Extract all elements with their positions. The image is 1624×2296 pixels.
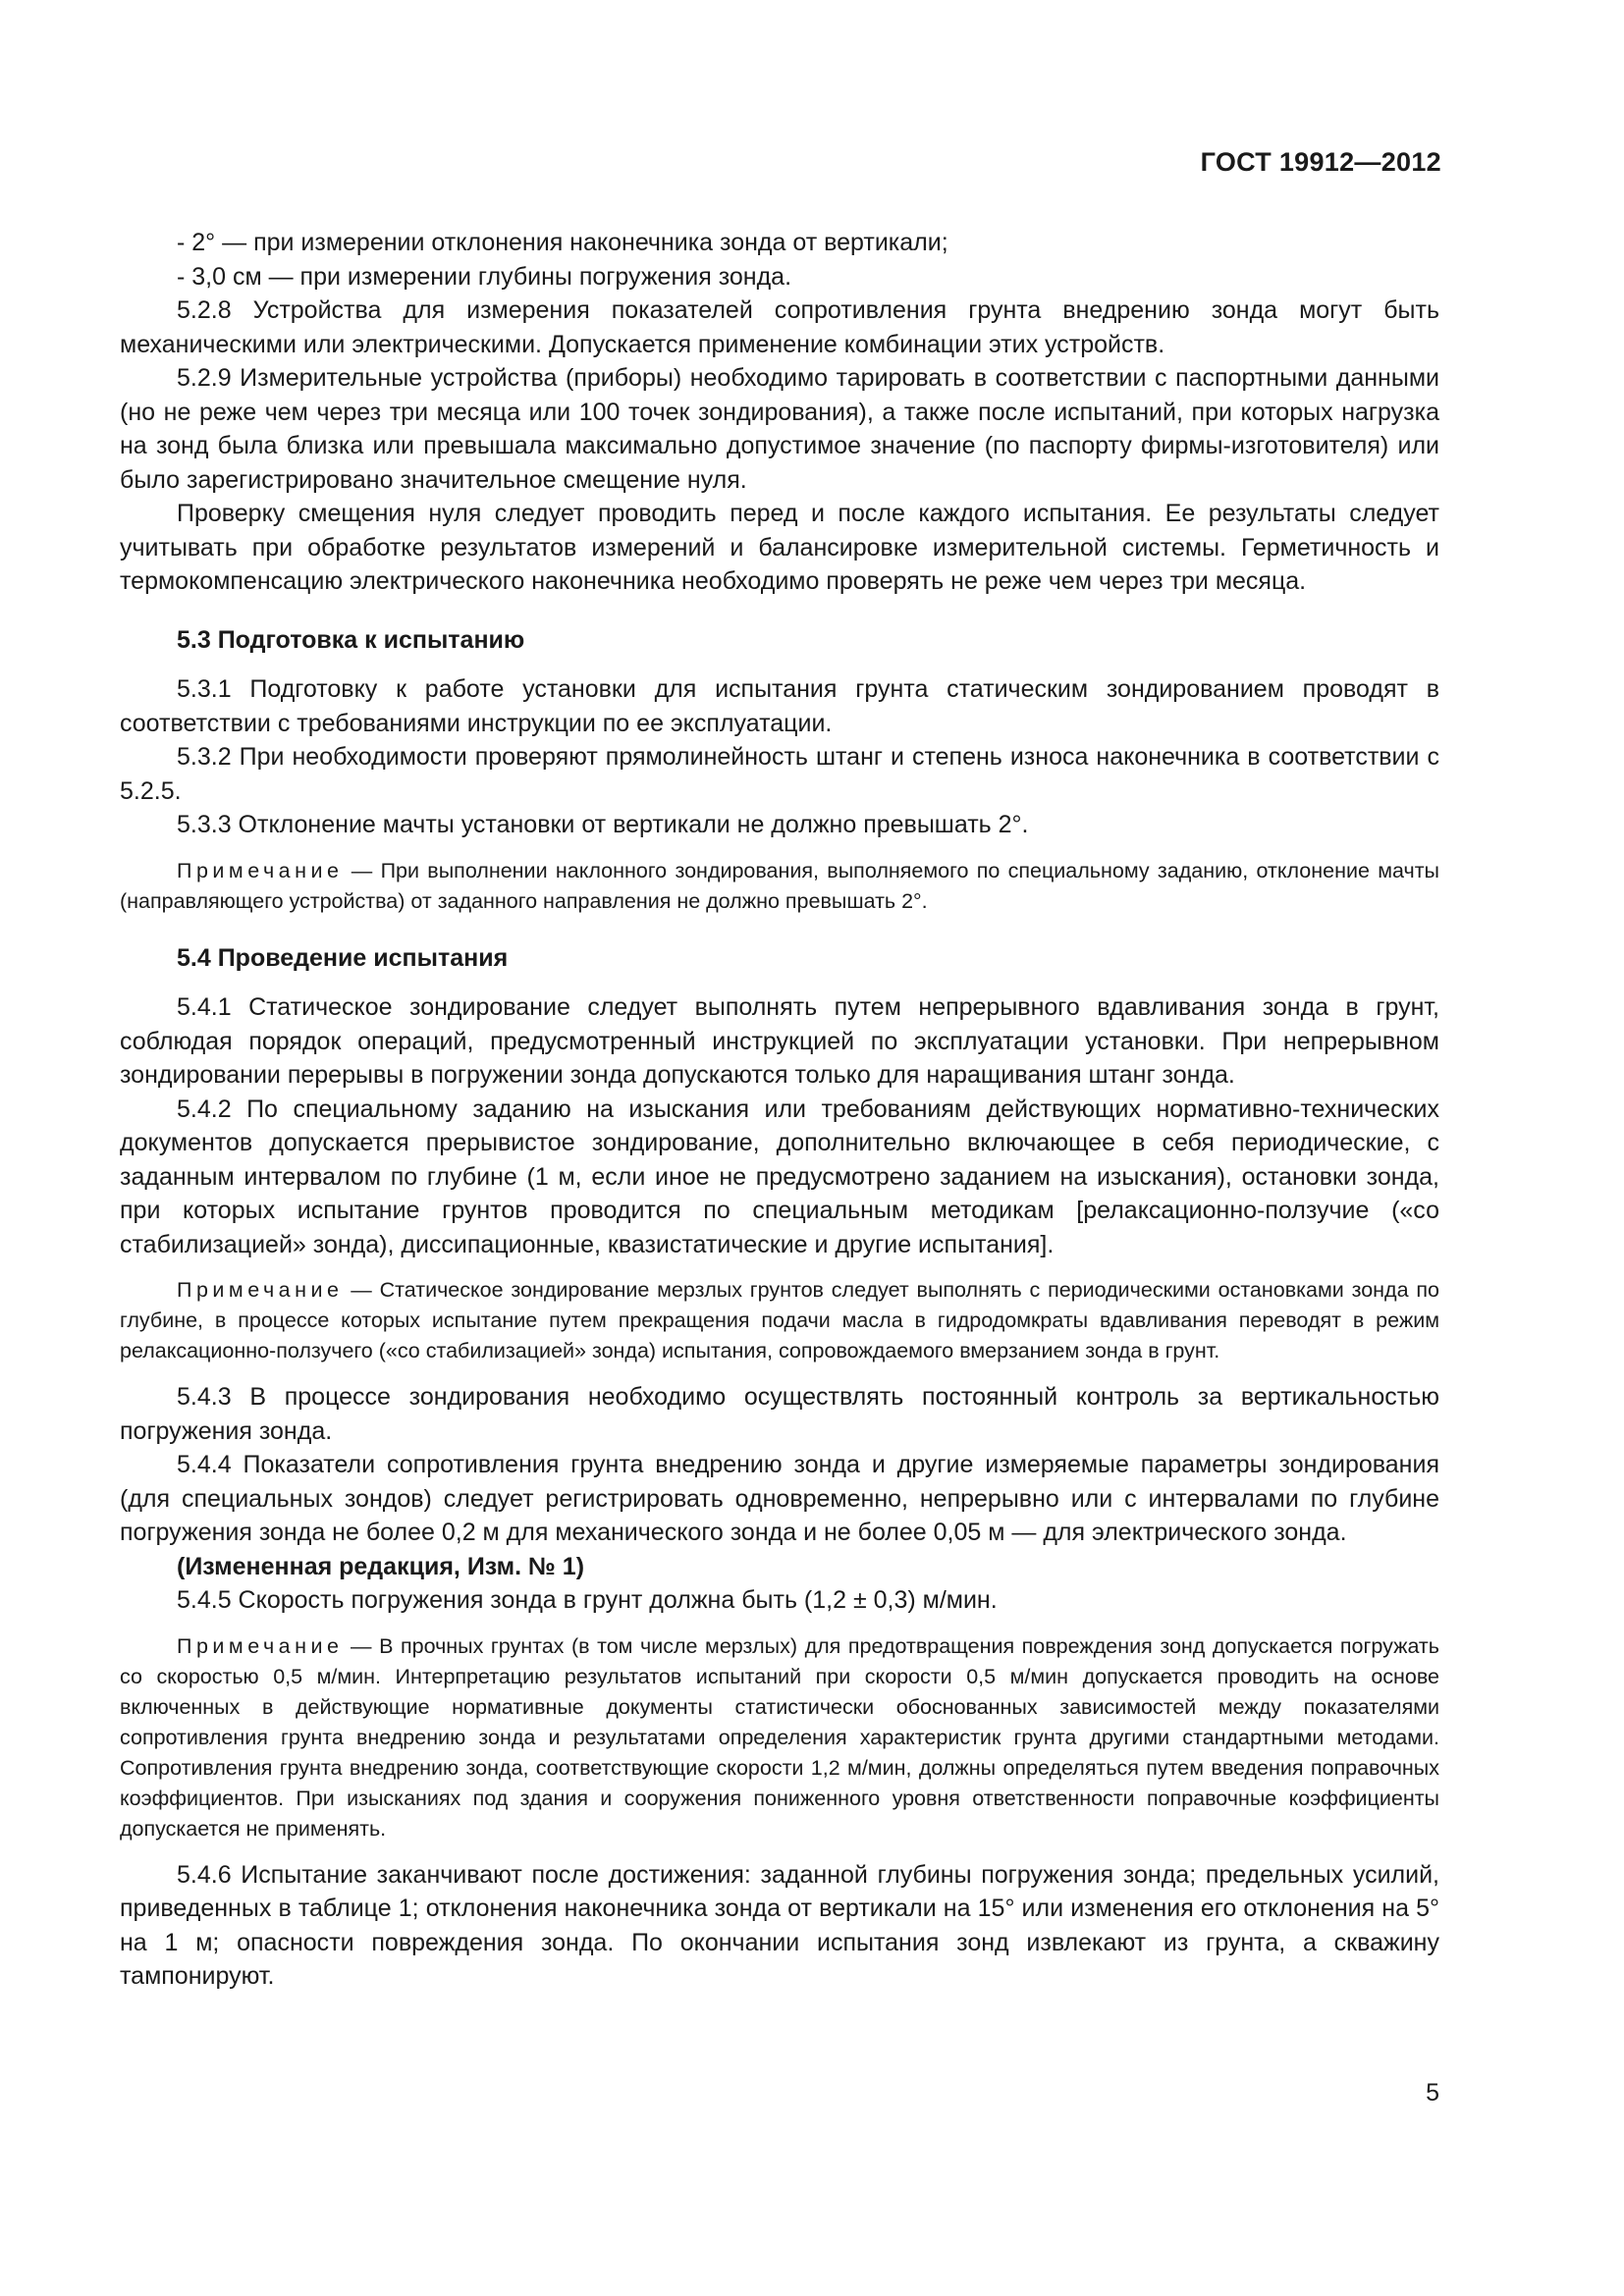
note-label: Примечание [177,1633,344,1658]
section-heading-5-3: 5.3 Подготовка к испытанию [177,625,525,654]
clause-5-4-3: 5.4.3 В процессе зондирования необходимо осуществлять постоянный контроль за вертикальностью погружения зонда. [120,1383,1439,1445]
amendment-note: (Измененная редакция, Изм. № 1) [177,1552,585,1580]
clause-5-2-8: 5.2.8 Устройства для измерения показателей сопротивления грунта внедрению зонда могут быть механическими или электрическими. Допускается применение комбинации этих устройств. [120,296,1439,358]
clause-5-2-9: 5.2.9 Измерительные устройства (приборы) необходимо тарировать в соответствии с паспортными данными (но не реже чем через три месяца или 100 точек зондирования), а также после испытаний, при которых нагрузка на зонд была близка или превышала максимально допустимое значение (по паспорту фирмы-изготовителя) или было зарегистрировано значительное смещение нуля. [120,364,1439,494]
list-item: - 2° — при измерении отклонения наконечника зонда от вертикали; [177,229,948,256]
note-text: — В прочных грунтах (в том числе мерзлых) для предотвращения повреждения зонд допускается погружать со скоростью 0,5 м/мин. Интерпретацию результатов испытаний при скорости 0,5 м/мин допускается проводить на основе включенных в действующие нормативные документы статистически обоснованных зависимостей между показателями сопротивления грунта внедрению зонда и результатами определения характеристик грунта другими стандартными методами. Сопротивления грунта внедрению зонда, соответствующие скорости 1,2 м/мин, должны определяться путем введения поправочных коэффициентов. При изысканиях под здания и сооружения пониженного уровня ответственности поправочные коэффициенты допускается не применять. [120,1633,1439,1841]
section-heading-5-4: 5.4 Проведение испытания [177,943,509,972]
note-label: Примечание [177,858,344,882]
note-3 [120,1631,1439,1844]
note-text: — Статическое зондирование мерзлых грунтов следует выполнять с периодическими остановками зонда по глубине, в процессе которых испытание путем прекращения подачи масла в гидродомкраты вдавливания переводят в режим релаксационно-ползучего («со стабилизацией» зонда) испытания, сопровождаемого вмерзанием зонда в грунт. [120,1278,1439,1362]
clause-5-4-1: 5.4.1 Статическое зондирование следует выполнять путем непрерывного вдавливания зонда в грунт, соблюдая порядок операций, предусмотренный инструкцией по эксплуатации установки. При непрерывном зондировании перерывы в погружении зонда допускаются только для наращивания штанг зонда. [120,993,1439,1089]
clause-5-4-2: 5.4.2 По специальному заданию на изыскания или требованиям действующих нормативно-технических документов допускается прерывистое зондирование, дополнительно включающее в себя периодические, с заданным интервалом по глубине (1 м, если иное не предусмотрено заданием на изыскания), остановки зонда, при которых испытание грунтов проводится по специальным методикам [релаксационно-ползучие («со стабилизацией» зонда), диссипационные, квазистатические и другие испытания]. [120,1095,1439,1258]
clause-5-3-1: 5.3.1 Подготовку к работе установки для испытания грунта статическим зондированием проводят в соответствии с требованиями инструкции по ее эксплуатации. [120,675,1439,737]
page-number: 5 [1426,2079,1439,2107]
note-label: Примечание [177,1278,344,1302]
note-1 [120,856,1439,917]
clause-5-4-6: 5.4.6 Испытание заканчивают после достижения: заданной глубины погружения зонда; предельных усилий, приведенных в таблице 1; отклонения наконечника зонда от вертикали на 15° или изменения его отклонения на 5° на 1 м; опасности повреждения зонда. По окончании испытания зонд извлекают из грунта, а скважину тампонируют. [120,1860,1439,1990]
paragraph-zero-check: Проверку смещения нуля следует проводить перед и после каждого испытания. Ее результаты следует учитывать при обработке результатов измерений и балансировке измерительной системы. Герметичность и термокомпенсацию электрического наконечника необходимо проверять не реже чем через три месяца. [120,500,1439,595]
clause-5-4-4: 5.4.4 Показатели сопротивления грунта внедрению зонда и другие измеряемые параметры зондирования (для специальных зондов) следует регистрировать одновременно, непрерывно или с интервалами по глубине погружения зонда не более 0,2 м для механического зонда и не более 0,05 м — для электрического зонда. [120,1451,1439,1546]
clause-5-3-3: 5.3.3 Отклонение мачты установки от вертикали не должно превышать 2°. [177,811,1029,838]
standard-designation: ГОСТ 19912—2012 [1200,147,1441,177]
list-item: - 3,0 см — при измерении глубины погружения зонда. [177,262,792,291]
clause-5-4-5: 5.4.5 Скорость погружения зонда в грунт должна быть (1,2 ± 0,3) м/мин. [177,1586,998,1614]
note-text: — При выполнении наклонного зондирования, выполняемого по специальному заданию, отклонение мачты (направляющего устройства) от заданного направления не должно превышать 2°. [120,858,1439,913]
document-body [120,226,1439,1994]
note-2 [120,1275,1439,1366]
clause-5-3-2: 5.3.2 При необходимости проверяют прямолинейность штанг и степень износа наконечника в соответствии с 5.2.5. [120,743,1439,805]
